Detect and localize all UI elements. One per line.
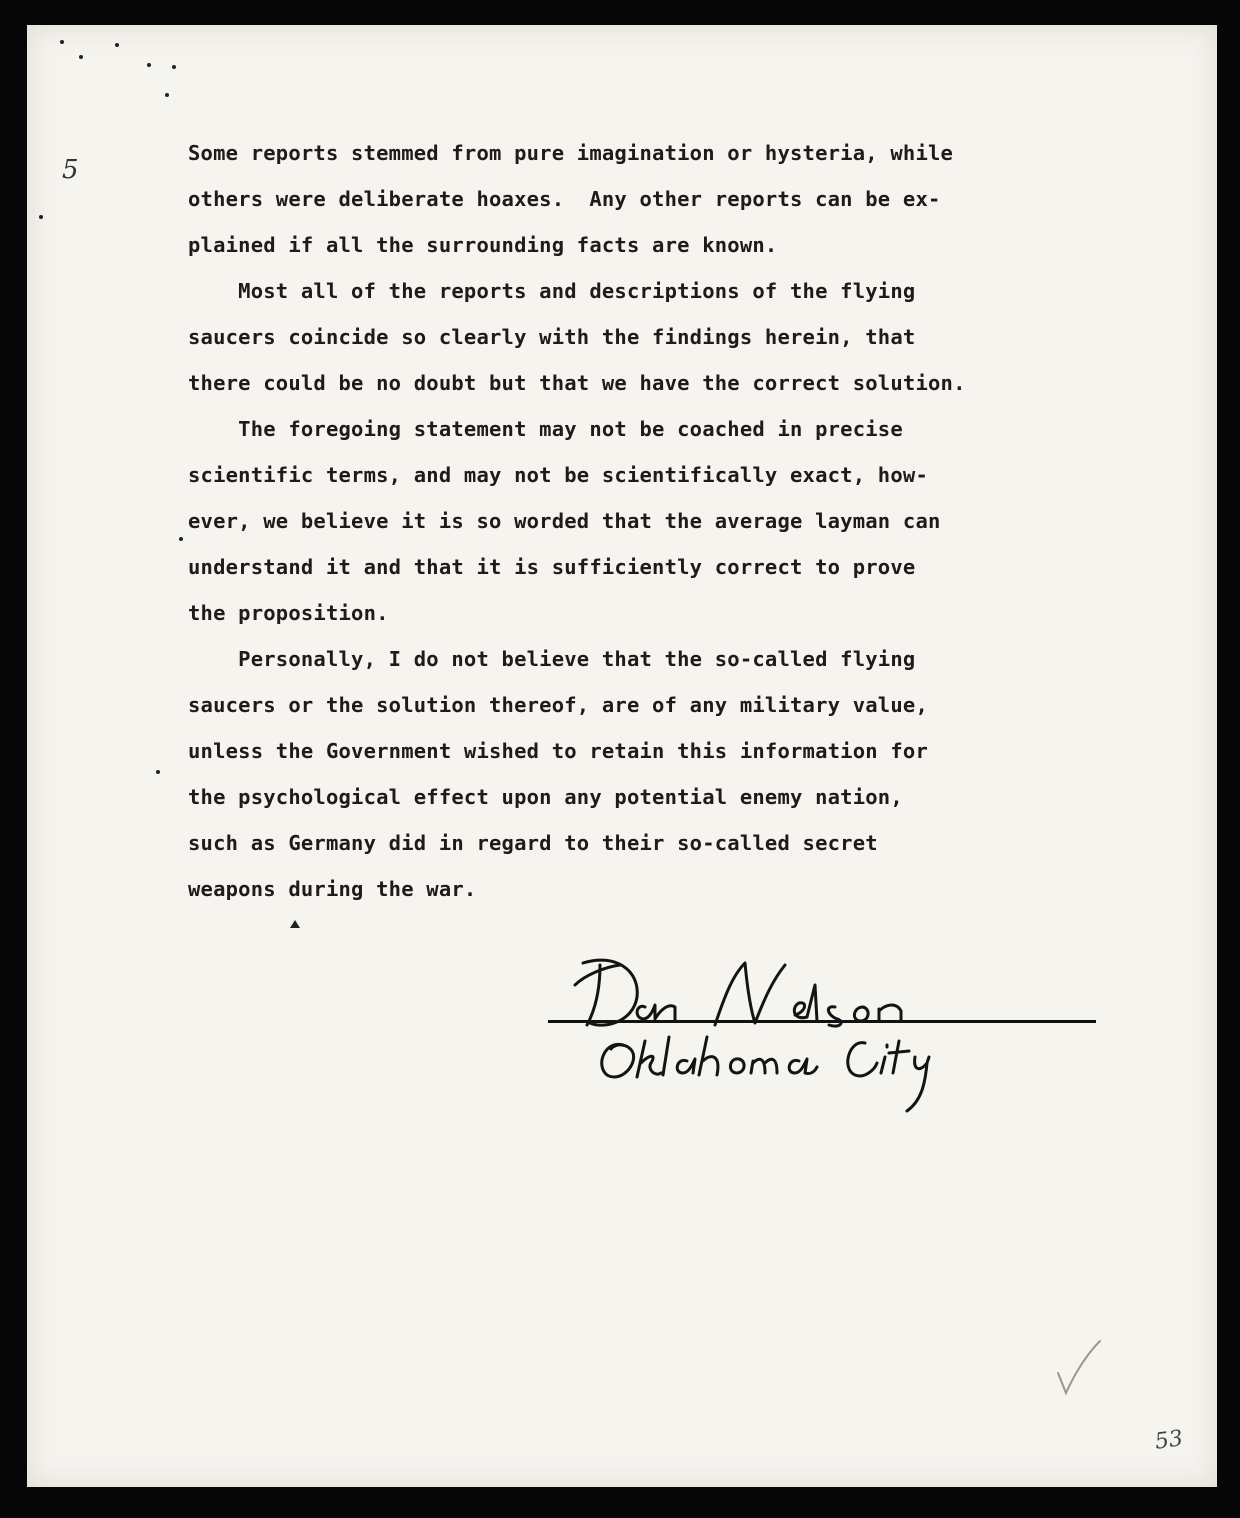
text-line: Personally, I do not believe that the so-called flying xyxy=(188,647,916,671)
text-line: saucers or the solution thereof, are of any military value, xyxy=(188,693,928,717)
handwritten-signature xyxy=(545,945,965,1115)
text-line: unless the Government wished to retain this information for xyxy=(188,739,928,763)
text-line: scientific terms, and may not be scientifically exact, how- xyxy=(188,463,928,487)
text-line: the psychological effect upon any potential enemy nation, xyxy=(188,785,903,809)
speck xyxy=(60,40,64,44)
text-line: such as Germany did in regard to their so-called secret xyxy=(188,831,878,855)
typed-body xyxy=(188,130,1088,912)
margin-note: 5 xyxy=(62,155,79,185)
speck xyxy=(147,63,151,67)
text-line: weapons during the war. xyxy=(188,877,477,901)
speck xyxy=(39,215,43,219)
text-line: understand it and that it is sufficiently correct to prove xyxy=(188,555,916,579)
speck xyxy=(165,93,169,97)
text-line: Some reports stemmed from pure imagination or hysteria, while xyxy=(188,141,954,165)
caret-mark xyxy=(290,920,300,928)
text-line: ever, we believe it is so worded that the average layman can xyxy=(188,509,941,533)
text-line: Most all of the reports and descriptions of the flying xyxy=(188,279,916,303)
text-line: there could be no doubt but that we have the correct solution. xyxy=(188,371,966,395)
speck xyxy=(172,65,176,69)
page-number: 53 xyxy=(1153,1426,1185,1455)
speck xyxy=(156,770,160,774)
check-mark xyxy=(1050,1335,1110,1405)
speck xyxy=(179,537,183,541)
text-line: The foregoing statement may not be coached in precise xyxy=(188,417,903,441)
text-line: the proposition. xyxy=(188,601,389,625)
speck xyxy=(79,55,83,59)
speck xyxy=(115,43,119,47)
text-line: plained if all the surrounding facts are known. xyxy=(188,233,778,257)
text-line: others were deliberate hoaxes. Any other reports can be ex- xyxy=(188,187,941,211)
text-line: saucers coincide so clearly with the findings herein, that xyxy=(188,325,916,349)
